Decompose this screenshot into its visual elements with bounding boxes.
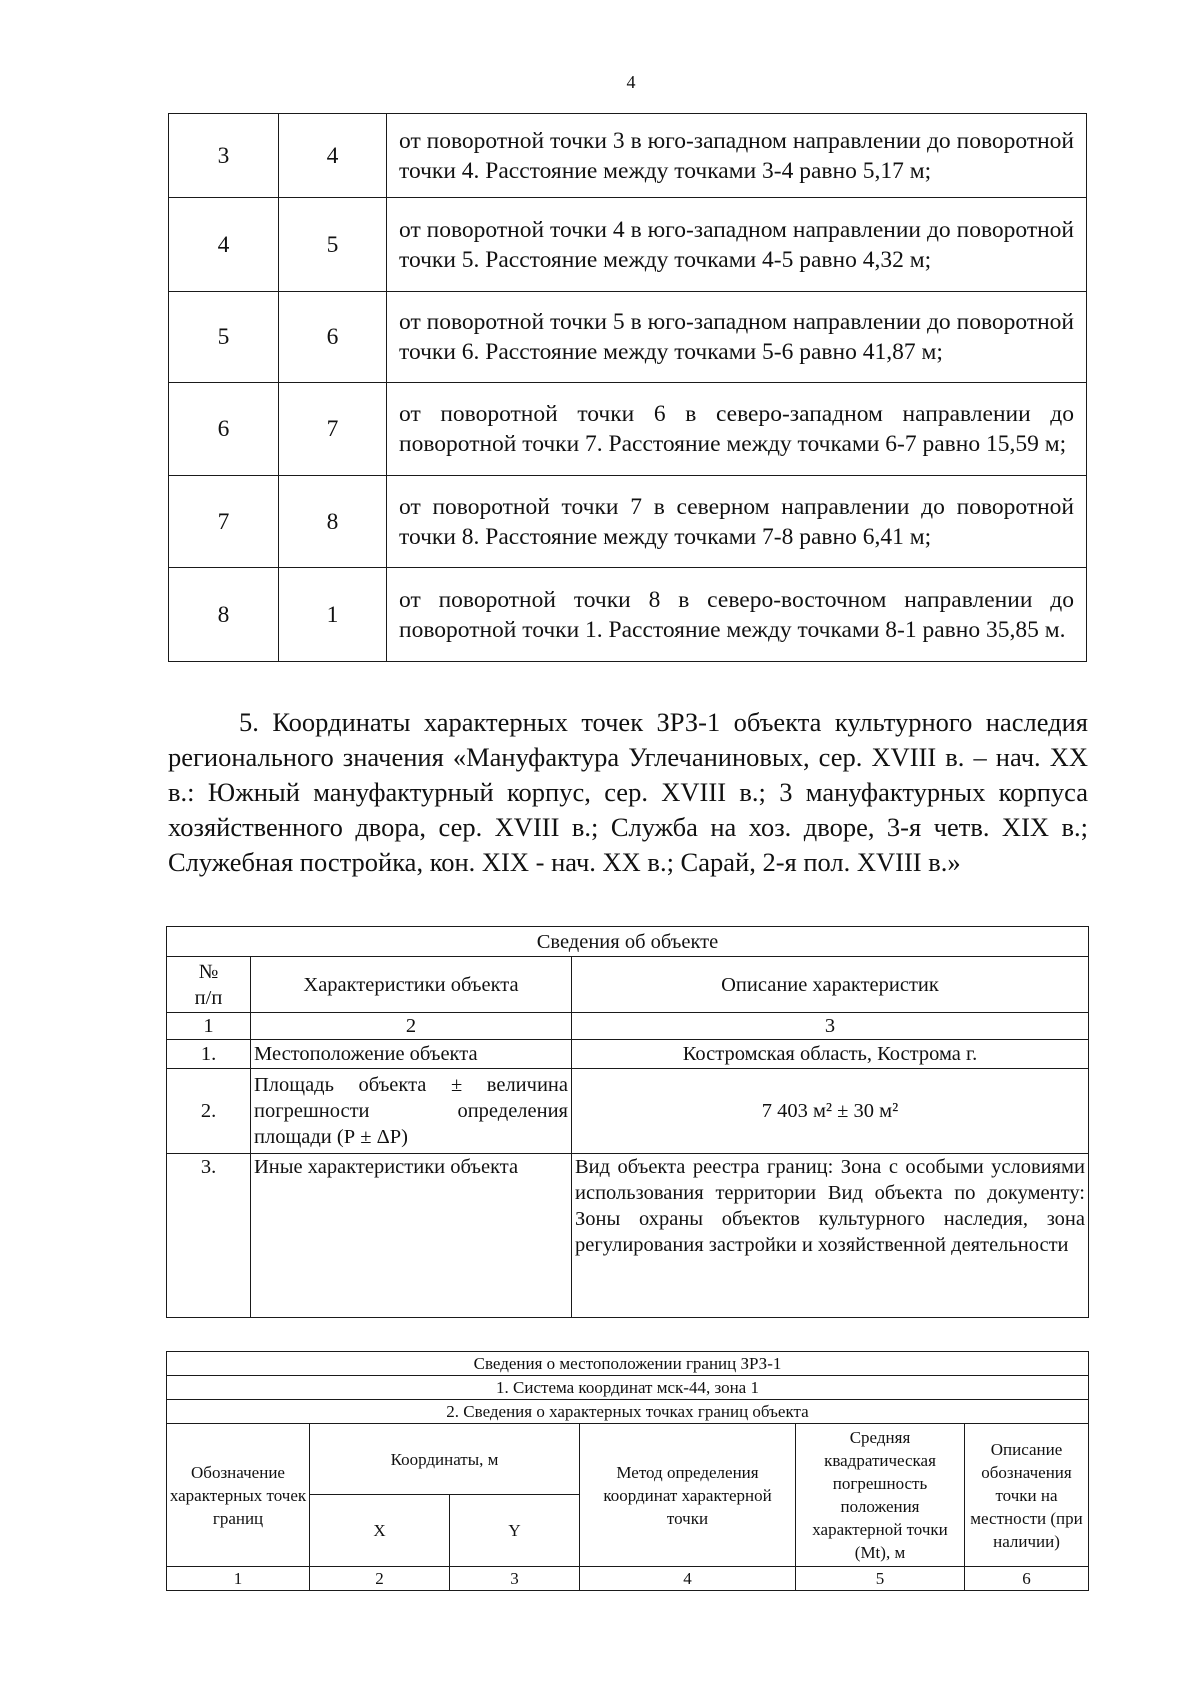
characteristic-value: 7 403 м² ± 30 м²: [572, 1069, 1089, 1154]
error-header: Средняя квадратическая погрешность положения характерной точки (Mt), м: [796, 1424, 965, 1567]
characteristic-value: Костромская область, Кострома г.: [572, 1040, 1089, 1069]
to-point: 6: [279, 292, 387, 383]
section-paragraph: 5. Координаты характерных точек ЗРЗ-1 объекта культурного наследия регионального значения «Мануфактура Углечаниновых, сер. XVIII в. – нач. XX в.: Южный мануфактурный корпус, сер. XVIII в.; 3 мануфактурных корпуса хозяйственного двора, сер. XVIII в.; Служба на хоз. дворе, 3-я четв. XIX в.; Служебная постройка, кон. XIX - нач. XX в.; Сарай, 2-я пол. XVIII в.»: [168, 707, 1088, 877]
boundary-table-title: Сведения о местоположении границ ЗРЗ-1: [167, 1352, 1089, 1376]
table-row: [169, 114, 1087, 198]
row-number: 3.: [167, 1154, 251, 1318]
to-point: 4: [279, 114, 387, 198]
from-point: 6: [169, 383, 279, 476]
from-point: 4: [169, 198, 279, 292]
to-point: 8: [279, 476, 387, 568]
description-header: Описание обозначения точки на местности (при наличии): [965, 1424, 1089, 1567]
segments-table: [168, 113, 1087, 662]
col-number: 1: [167, 1013, 251, 1040]
point-designation-header: Обозначение характерных точек границ: [167, 1424, 310, 1567]
from-point: 3: [169, 114, 279, 198]
page-number: 4: [626, 72, 636, 92]
table-row: [169, 292, 1087, 383]
segment-description: от поворотной точки 5 в юго-западном направлении до поворотной точки 6. Расстояние между точками 5-6 равно 41,87 м;: [387, 292, 1087, 383]
to-point: 1: [279, 568, 387, 662]
from-point: 8: [169, 568, 279, 662]
segment-description: от поворотной точки 6 в северо-западном направлении до поворотной точки 7. Расстояние между точками 6-7 равно 15,59 м;: [387, 383, 1087, 476]
coordinate-system: 1. Система координат мск-44, зона 1: [167, 1376, 1089, 1400]
table-row: [167, 1069, 1089, 1154]
x-header: X: [310, 1495, 450, 1567]
table-row: [169, 568, 1087, 662]
points-info-title: 2. Сведения о характерных точках границ объекта: [167, 1400, 1089, 1424]
col-number: 3: [450, 1567, 580, 1591]
characteristic: Площадь объекта ± величина погрешности определения площади (Р ± ΔР): [251, 1069, 572, 1154]
col-number: 2: [251, 1013, 572, 1040]
object-table-title: Сведения об объекте: [167, 927, 1089, 957]
table-row: [167, 1154, 1089, 1318]
object-info-table: [166, 926, 1089, 1318]
coordinates-header: Координаты, м: [310, 1424, 580, 1495]
method-header: Метод определения координат характерной точки: [580, 1424, 796, 1567]
col-number: 6: [965, 1567, 1089, 1591]
y-header: Y: [450, 1495, 580, 1567]
table-row: [167, 1040, 1089, 1069]
segment-description: от поворотной точки 4 в юго-западном направлении до поворотной точки 5. Расстояние между точками 4-5 равно 4,32 м;: [387, 198, 1087, 292]
col-number: 5: [796, 1567, 965, 1591]
num-header: № п/п: [167, 957, 251, 1013]
from-point: 5: [169, 292, 279, 383]
segment-description: от поворотной точки 8 в северо-восточном направлении до поворотной точки 1. Расстояние между точками 8-1 равно 35,85 м.: [387, 568, 1087, 662]
col-number: 4: [580, 1567, 796, 1591]
boundary-points-table: [166, 1351, 1089, 1591]
col-number: 1: [167, 1567, 310, 1591]
col-number: 2: [310, 1567, 450, 1591]
to-point: 5: [279, 198, 387, 292]
row-number: 1.: [167, 1040, 251, 1069]
table-row: [169, 476, 1087, 568]
characteristic-value: Вид объекта реестра границ: Зона с особыми условиями использования территории Вид объекта по документу: Зоны охраны объектов культурного наследия, зона регулирования застройки и хозяйственной деятельности: [572, 1154, 1089, 1318]
characteristic: Иные характеристики объекта: [251, 1154, 572, 1318]
segment-description: от поворотной точки 7 в северном направлении до поворотной точки 8. Расстояние между точками 7-8 равно 6,41 м;: [387, 476, 1087, 568]
to-point: 7: [279, 383, 387, 476]
row-number: 2.: [167, 1069, 251, 1154]
char-header: Характеристики объекта: [251, 957, 572, 1013]
characteristic: Местоположение объекта: [251, 1040, 572, 1069]
desc-header: Описание характеристик: [572, 957, 1089, 1013]
table-row: [169, 383, 1087, 476]
col-number: 3: [572, 1013, 1089, 1040]
from-point: 7: [169, 476, 279, 568]
segment-description: от поворотной точки 3 в юго-западном направлении до поворотной точки 4. Расстояние между точками 3-4 равно 5,17 м;: [387, 114, 1087, 198]
table-row: [169, 198, 1087, 292]
